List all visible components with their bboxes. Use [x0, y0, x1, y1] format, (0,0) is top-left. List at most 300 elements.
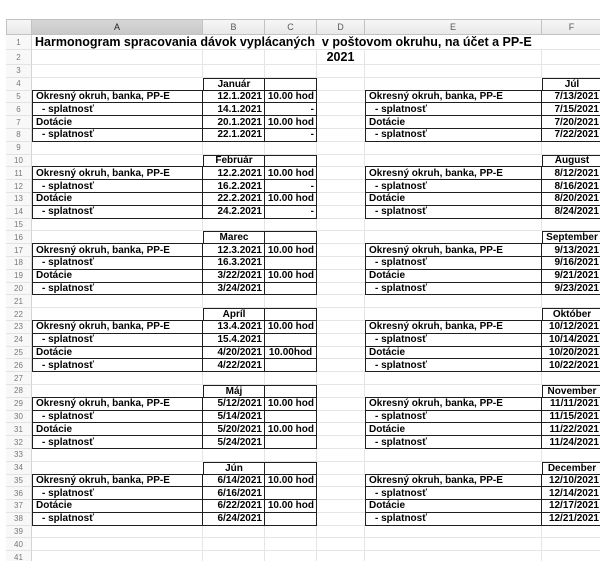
cell-f21[interactable]	[542, 295, 600, 308]
row-header-16[interactable]: 16	[6, 231, 32, 244]
task-label-cell[interactable]: Dotácie	[32, 116, 203, 129]
cell-e39[interactable]	[365, 526, 542, 539]
date-cell[interactable]: 6/14/2021	[203, 475, 265, 488]
row-header-22[interactable]: 22	[6, 308, 32, 321]
select-all-corner[interactable]	[6, 19, 32, 35]
time-cell[interactable]: 10.00 hod	[265, 193, 317, 206]
date-cell[interactable]: 20.1.2021	[203, 116, 265, 129]
month-header-left-5[interactable]: Máj	[203, 385, 265, 398]
date-cell[interactable]: 12/10/2021	[542, 475, 600, 488]
date-cell[interactable]: 3/24/2021	[203, 283, 265, 296]
cell-b33[interactable]	[203, 449, 265, 462]
row-header-25[interactable]: 25	[6, 347, 32, 360]
cell-d25[interactable]	[317, 347, 365, 360]
cell-d5[interactable]	[317, 91, 365, 104]
row-header-17[interactable]: 17	[6, 244, 32, 257]
cell-d12[interactable]	[317, 180, 365, 193]
cell-b21[interactable]	[203, 295, 265, 308]
row-header-4[interactable]: 4	[6, 78, 32, 91]
task-label-cell[interactable]: - splatnosť	[365, 359, 542, 372]
task-label-cell[interactable]: Okresný okruh, banka, PP-E	[365, 244, 542, 257]
date-cell[interactable]: 7/15/2021	[542, 103, 600, 116]
task-label-cell[interactable]: - splatnosť	[32, 283, 203, 296]
cell-d29[interactable]	[317, 398, 365, 411]
date-cell[interactable]: 10/12/2021	[542, 321, 600, 334]
date-cell[interactable]: 9/13/2021	[542, 244, 600, 257]
row-header-37[interactable]: 37	[6, 500, 32, 513]
cell-a4[interactable]	[32, 78, 203, 91]
month-header-right-9[interactable]: September	[542, 231, 600, 244]
cell-c22[interactable]	[265, 308, 317, 321]
task-label-cell[interactable]: Dotácie	[32, 270, 203, 283]
task-label-cell[interactable]: - splatnosť	[32, 487, 203, 500]
time-cell[interactable]: 10.00 hod	[265, 244, 317, 257]
task-label-cell[interactable]: Dotácie	[365, 500, 542, 513]
month-header-left-6[interactable]: Jún	[203, 462, 265, 475]
time-cell[interactable]: 10.00 hod	[265, 167, 317, 180]
column-header-b[interactable]: B	[203, 19, 265, 35]
date-cell[interactable]: 6/24/2021	[203, 513, 265, 526]
row-header-23[interactable]: 23	[6, 321, 32, 334]
cell-d28[interactable]	[317, 385, 365, 398]
cell-b27[interactable]	[203, 372, 265, 385]
row-header-38[interactable]: 38	[6, 513, 32, 526]
cell-a22[interactable]	[32, 308, 203, 321]
cell-b39[interactable]	[203, 526, 265, 539]
task-label-cell[interactable]: - splatnosť	[365, 436, 542, 449]
cell-a39[interactable]	[32, 526, 203, 539]
time-cell[interactable]	[265, 283, 317, 296]
cell-d38[interactable]	[317, 513, 365, 526]
row-header-39[interactable]: 39	[6, 526, 32, 539]
cell-b41[interactable]	[203, 551, 265, 561]
date-cell[interactable]: 9/21/2021	[542, 270, 600, 283]
cell-e15[interactable]	[365, 219, 542, 232]
cell-a28[interactable]	[32, 385, 203, 398]
date-cell[interactable]: 9/23/2021	[542, 283, 600, 296]
row-header-5[interactable]: 5	[6, 91, 32, 104]
row-header-27[interactable]: 27	[6, 372, 32, 385]
cell-d20[interactable]	[317, 283, 365, 296]
sheet-row-35	[32, 475, 600, 488]
date-cell[interactable]: 5/14/2021	[203, 411, 265, 424]
task-label-cell[interactable]: - splatnosť	[365, 206, 542, 219]
task-label-cell[interactable]: - splatnosť	[365, 180, 542, 193]
cell-e41[interactable]	[365, 551, 542, 561]
date-cell[interactable]: 6/22/2021	[203, 500, 265, 513]
cell-d19[interactable]	[317, 270, 365, 283]
cell-d10[interactable]	[317, 155, 365, 168]
cell-d41[interactable]	[317, 551, 365, 561]
time-cell[interactable]	[265, 436, 317, 449]
date-cell[interactable]: 4/22/2021	[203, 359, 265, 372]
cell-a10[interactable]	[32, 155, 203, 168]
row-header-7[interactable]: 7	[6, 116, 32, 129]
cell-a16[interactable]	[32, 231, 203, 244]
date-cell[interactable]: 11/22/2021	[542, 423, 600, 436]
cell-a3[interactable]	[32, 65, 203, 78]
cell-d11[interactable]	[317, 167, 365, 180]
date-cell[interactable]: 11/15/2021	[542, 411, 600, 424]
cell-b9[interactable]	[203, 142, 265, 155]
date-cell[interactable]: 12/14/2021	[542, 487, 600, 500]
row-header-3[interactable]: 3	[6, 65, 32, 78]
cell-b40[interactable]	[203, 538, 265, 551]
month-header-right-10[interactable]: Október	[542, 308, 600, 321]
row-header-31[interactable]: 31	[6, 423, 32, 436]
task-label-cell[interactable]: Okresný okruh, banka, PP-E	[32, 244, 203, 257]
cell-a34[interactable]	[32, 462, 203, 475]
cell-d35[interactable]	[317, 475, 365, 488]
date-cell[interactable]: 22.1.2021	[203, 129, 265, 142]
task-label-cell[interactable]: Okresný okruh, banka, PP-E	[365, 91, 542, 104]
date-cell[interactable]: 7/22/2021	[542, 129, 600, 142]
date-cell[interactable]: 8/12/2021	[542, 167, 600, 180]
date-cell[interactable]: 10/22/2021	[542, 359, 600, 372]
sheet-row-17	[32, 244, 600, 257]
row-header-14[interactable]: 14	[6, 206, 32, 219]
task-label-cell[interactable]: - splatnosť	[32, 257, 203, 270]
time-cell[interactable]: 10.00 hod	[265, 321, 317, 334]
cell-d39[interactable]	[317, 526, 365, 539]
cell-d26[interactable]	[317, 359, 365, 372]
cell-c3[interactable]	[265, 65, 317, 78]
task-label-cell[interactable]: - splatnosť	[365, 103, 542, 116]
date-cell[interactable]: 15.4.2021	[203, 334, 265, 347]
cell-d21[interactable]	[317, 295, 365, 308]
sheet-row-37	[32, 500, 600, 513]
cell-a40[interactable]	[32, 538, 203, 551]
date-cell[interactable]: 13.4.2021	[203, 321, 265, 334]
date-cell[interactable]: 14.1.2021	[203, 103, 265, 116]
time-cell[interactable]: 10.00 hod	[265, 500, 317, 513]
time-cell[interactable]: -	[265, 206, 317, 219]
task-label-cell[interactable]: - splatnosť	[32, 436, 203, 449]
task-label-cell[interactable]: - splatnosť	[365, 129, 542, 142]
cell-f3[interactable]	[542, 65, 600, 78]
cell-d31[interactable]	[317, 423, 365, 436]
date-cell[interactable]: 12/21/2021	[542, 513, 600, 526]
cell-c21[interactable]	[265, 295, 317, 308]
cell-f27[interactable]	[542, 372, 600, 385]
task-label-cell[interactable]: Okresný okruh, banka, PP-E	[365, 398, 542, 411]
cell-d15[interactable]	[317, 219, 365, 232]
date-cell[interactable]: 7/20/2021	[542, 116, 600, 129]
date-cell[interactable]: 12.1.2021	[203, 91, 265, 104]
task-label-cell[interactable]: Okresný okruh, banka, PP-E	[365, 321, 542, 334]
time-cell[interactable]	[265, 487, 317, 500]
cell-c40[interactable]	[265, 538, 317, 551]
row-header-2[interactable]: 2	[6, 50, 32, 65]
task-label-cell[interactable]: Dotácie	[32, 193, 203, 206]
time-cell[interactable]	[265, 334, 317, 347]
task-label-cell[interactable]: - splatnosť	[32, 103, 203, 116]
time-cell[interactable]: 10.00 hod	[265, 423, 317, 436]
task-label-cell[interactable]: Dotácie	[365, 270, 542, 283]
sheet-row-39	[32, 526, 600, 539]
row-header-11[interactable]: 11	[6, 167, 32, 180]
cell-d17[interactable]	[317, 244, 365, 257]
cell-e40[interactable]	[365, 538, 542, 551]
cell-e27[interactable]	[365, 372, 542, 385]
cell-a27[interactable]	[32, 372, 203, 385]
sheet-row-30	[32, 411, 600, 424]
row-header-34[interactable]: 34	[6, 462, 32, 475]
date-cell[interactable]: 5/12/2021	[203, 398, 265, 411]
cell-b3[interactable]	[203, 65, 265, 78]
row-header-35[interactable]: 35	[6, 475, 32, 488]
task-label-cell[interactable]: Dotácie	[365, 116, 542, 129]
time-cell[interactable]: 10.00 hod	[265, 475, 317, 488]
task-label-cell[interactable]: - splatnosť	[32, 206, 203, 219]
row-header-24[interactable]: 24	[6, 334, 32, 347]
sheet-row-16	[32, 231, 600, 244]
cell-d13[interactable]	[317, 193, 365, 206]
cell-d4[interactable]	[317, 78, 365, 91]
cell-d16[interactable]	[317, 231, 365, 244]
cell-d9[interactable]	[317, 142, 365, 155]
cell-e33[interactable]	[365, 449, 542, 462]
task-label-cell[interactable]: Okresný okruh, banka, PP-E	[32, 91, 203, 104]
task-label-cell[interactable]: Dotácie	[32, 500, 203, 513]
row-header-29[interactable]: 29	[6, 398, 32, 411]
cell-e9[interactable]	[365, 142, 542, 155]
cell-d23[interactable]	[317, 321, 365, 334]
cell-d27[interactable]	[317, 372, 365, 385]
date-cell[interactable]: 12/17/2021	[542, 500, 600, 513]
date-cell[interactable]: 10/20/2021	[542, 347, 600, 360]
cell-c41[interactable]	[265, 551, 317, 561]
task-label-cell[interactable]: Okresný okruh, banka, PP-E	[365, 475, 542, 488]
task-label-cell[interactable]: Okresný okruh, banka, PP-E	[32, 167, 203, 180]
row-header-36[interactable]: 36	[6, 487, 32, 500]
row-header-33[interactable]: 33	[6, 449, 32, 462]
task-label-cell[interactable]: Dotácie	[32, 423, 203, 436]
task-label-cell[interactable]: Dotácie	[365, 347, 542, 360]
cell-d14[interactable]	[317, 206, 365, 219]
date-cell[interactable]: 3/22/2021	[203, 270, 265, 283]
cell-c27[interactable]	[265, 372, 317, 385]
sheet-row-28	[32, 385, 600, 398]
column-header-a[interactable]: A	[32, 19, 203, 35]
time-cell[interactable]	[265, 257, 317, 270]
cell-f39[interactable]	[542, 526, 600, 539]
cell-e2[interactable]	[365, 50, 542, 65]
date-cell[interactable]: 12.2.2021	[203, 167, 265, 180]
task-label-cell[interactable]: Okresný okruh, banka, PP-E	[365, 167, 542, 180]
task-label-cell[interactable]: - splatnosť	[32, 513, 203, 526]
cell-e10[interactable]	[365, 155, 542, 168]
row-header-15[interactable]: 15	[6, 219, 32, 232]
row-header-12[interactable]: 12	[6, 180, 32, 193]
cell-f9[interactable]	[542, 142, 600, 155]
task-label-cell[interactable]: - splatnosť	[32, 180, 203, 193]
cell-e4[interactable]	[365, 78, 542, 91]
cell-a2[interactable]	[32, 50, 203, 65]
date-cell[interactable]: 8/16/2021	[542, 180, 600, 193]
cell-e22[interactable]	[365, 308, 542, 321]
cell-a21[interactable]	[32, 295, 203, 308]
cell-c15[interactable]	[265, 219, 317, 232]
task-label-cell[interactable]: - splatnosť	[32, 334, 203, 347]
cell-e16[interactable]	[365, 231, 542, 244]
time-cell[interactable]: -	[265, 103, 317, 116]
cell-d34[interactable]	[317, 462, 365, 475]
date-cell[interactable]: 5/24/2021	[203, 436, 265, 449]
task-label-cell[interactable]: Dotácie	[32, 347, 203, 360]
time-cell[interactable]: 10.00 hod	[265, 116, 317, 129]
date-cell[interactable]: 11/24/2021	[542, 436, 600, 449]
date-cell[interactable]: 4/20/2021	[203, 347, 265, 360]
month-header-left-3[interactable]: Marec	[203, 231, 265, 244]
cell-a41[interactable]	[32, 551, 203, 561]
row-header-13[interactable]: 13	[6, 193, 32, 206]
cell-f2[interactable]	[542, 50, 600, 65]
cell-b15[interactable]	[203, 219, 265, 232]
row-header-40[interactable]: 40	[6, 538, 32, 551]
row-header-41[interactable]: 41	[6, 551, 32, 561]
cell-c33[interactable]	[265, 449, 317, 462]
row-header-6[interactable]: 6	[6, 103, 32, 116]
month-header-right-11[interactable]: November	[542, 385, 600, 398]
row-header-26[interactable]: 26	[6, 359, 32, 372]
task-label-cell[interactable]: - splatnosť	[365, 257, 542, 270]
cell-d7[interactable]	[317, 116, 365, 129]
time-cell[interactable]	[265, 359, 317, 372]
time-cell[interactable]	[265, 513, 317, 526]
row-header-18[interactable]: 18	[6, 257, 32, 270]
date-cell[interactable]: 16.2.2021	[203, 180, 265, 193]
date-cell[interactable]: 8/24/2021	[542, 206, 600, 219]
date-cell[interactable]: 6/16/2021	[203, 487, 265, 500]
row-header-30[interactable]: 30	[6, 411, 32, 424]
row-header-19[interactable]: 19	[6, 270, 32, 283]
time-cell[interactable]: 10.00hod	[265, 347, 317, 360]
task-label-cell[interactable]: - splatnosť	[365, 283, 542, 296]
cell-e34[interactable]	[365, 462, 542, 475]
cell-d32[interactable]	[317, 436, 365, 449]
sheet-title-cell[interactable]: Harmonogram spracovania dávok vyplácaných v poštovom okruhu, na účet a PP-E	[32, 35, 600, 50]
sheet-row-5	[32, 91, 600, 104]
year-cell[interactable]: 2021	[317, 50, 365, 65]
cell-c39[interactable]	[265, 526, 317, 539]
cell-f41[interactable]	[542, 551, 600, 561]
date-cell[interactable]: 11/11/2021	[542, 398, 600, 411]
task-label-cell[interactable]: - splatnosť	[365, 411, 542, 424]
month-header-left-1[interactable]: Január	[203, 78, 265, 91]
row-header-32[interactable]: 32	[6, 436, 32, 449]
time-cell[interactable]	[265, 411, 317, 424]
task-label-cell[interactable]: - splatnosť	[365, 513, 542, 526]
time-cell[interactable]: 10.00 hod	[265, 398, 317, 411]
time-cell[interactable]: 10.00 hod	[265, 270, 317, 283]
cell-d8[interactable]	[317, 129, 365, 142]
cell-e28[interactable]	[365, 385, 542, 398]
cell-c34[interactable]	[265, 462, 317, 475]
task-label-cell[interactable]: - splatnosť	[365, 487, 542, 500]
task-label-cell[interactable]: Okresný okruh, banka, PP-E	[32, 321, 203, 334]
cell-f15[interactable]	[542, 219, 600, 232]
cell-e3[interactable]	[365, 65, 542, 78]
cell-c16[interactable]	[265, 231, 317, 244]
cell-d36[interactable]	[317, 487, 365, 500]
date-cell[interactable]: 22.2.2021	[203, 193, 265, 206]
column-header-e[interactable]: E	[365, 19, 542, 35]
cell-c10[interactable]	[265, 155, 317, 168]
column-header-f[interactable]: F	[542, 19, 600, 35]
row-header-10[interactable]: 10	[6, 155, 32, 168]
task-label-cell[interactable]: Dotácie	[365, 193, 542, 206]
row-header-8[interactable]: 8	[6, 129, 32, 142]
column-header-d[interactable]: D	[317, 19, 365, 35]
date-cell[interactable]: 7/13/2021	[542, 91, 600, 104]
cell-b2[interactable]	[203, 50, 265, 65]
cell-d24[interactable]	[317, 334, 365, 347]
cell-d18[interactable]	[317, 257, 365, 270]
row-header-20[interactable]: 20	[6, 283, 32, 296]
date-cell[interactable]: 12.3.2021	[203, 244, 265, 257]
cell-a15[interactable]	[32, 219, 203, 232]
month-header-left-4[interactable]: Apríl	[203, 308, 265, 321]
cell-d22[interactable]	[317, 308, 365, 321]
row-header-1[interactable]: 1	[6, 35, 32, 50]
row-header-28[interactable]: 28	[6, 385, 32, 398]
cell-d30[interactable]	[317, 411, 365, 424]
row-header-21[interactable]: 21	[6, 295, 32, 308]
task-label-cell[interactable]: Okresný okruh, banka, PP-E	[32, 398, 203, 411]
title-row	[32, 35, 600, 50]
time-cell[interactable]: -	[265, 129, 317, 142]
cell-f40[interactable]	[542, 538, 600, 551]
date-cell[interactable]: 8/20/2021	[542, 193, 600, 206]
task-label-cell[interactable]: Okresný okruh, banka, PP-E	[32, 475, 203, 488]
task-label-cell[interactable]: Dotácie	[365, 423, 542, 436]
month-header-right-7[interactable]: Júl	[542, 78, 600, 91]
cell-c2[interactable]	[265, 50, 317, 65]
date-cell[interactable]: 24.2.2021	[203, 206, 265, 219]
task-label-cell[interactable]: - splatnosť	[32, 359, 203, 372]
time-cell[interactable]: 10.00 hod	[265, 91, 317, 104]
cell-c9[interactable]	[265, 142, 317, 155]
task-label-cell[interactable]: - splatnosť	[32, 411, 203, 424]
cell-d37[interactable]	[317, 500, 365, 513]
cell-c28[interactable]	[265, 385, 317, 398]
cell-d33[interactable]	[317, 449, 365, 462]
row-header-9[interactable]: 9	[6, 142, 32, 155]
cell-f33[interactable]	[542, 449, 600, 462]
cell-e21[interactable]	[365, 295, 542, 308]
cell-d6[interactable]	[317, 103, 365, 116]
sheet-row-36	[32, 487, 600, 500]
date-cell[interactable]: 9/16/2021	[542, 257, 600, 270]
date-cell[interactable]: 5/20/2021	[203, 423, 265, 436]
task-label-cell[interactable]: - splatnosť	[32, 129, 203, 142]
date-cell[interactable]: 16.3.2021	[203, 257, 265, 270]
cell-d40[interactable]	[317, 538, 365, 551]
cell-d3[interactable]	[317, 65, 365, 78]
column-header-c[interactable]: C	[265, 19, 317, 35]
task-label-cell[interactable]: - splatnosť	[365, 334, 542, 347]
date-cell[interactable]: 10/14/2021	[542, 334, 600, 347]
sheet-row-21	[32, 295, 600, 308]
time-cell[interactable]: -	[265, 180, 317, 193]
cell-a9[interactable]	[32, 142, 203, 155]
cell-c4[interactable]	[265, 78, 317, 91]
month-header-right-8[interactable]: August	[542, 155, 600, 168]
month-header-right-12[interactable]: December	[542, 462, 600, 475]
month-header-left-2[interactable]: Február	[203, 155, 265, 168]
cell-a33[interactable]	[32, 449, 203, 462]
